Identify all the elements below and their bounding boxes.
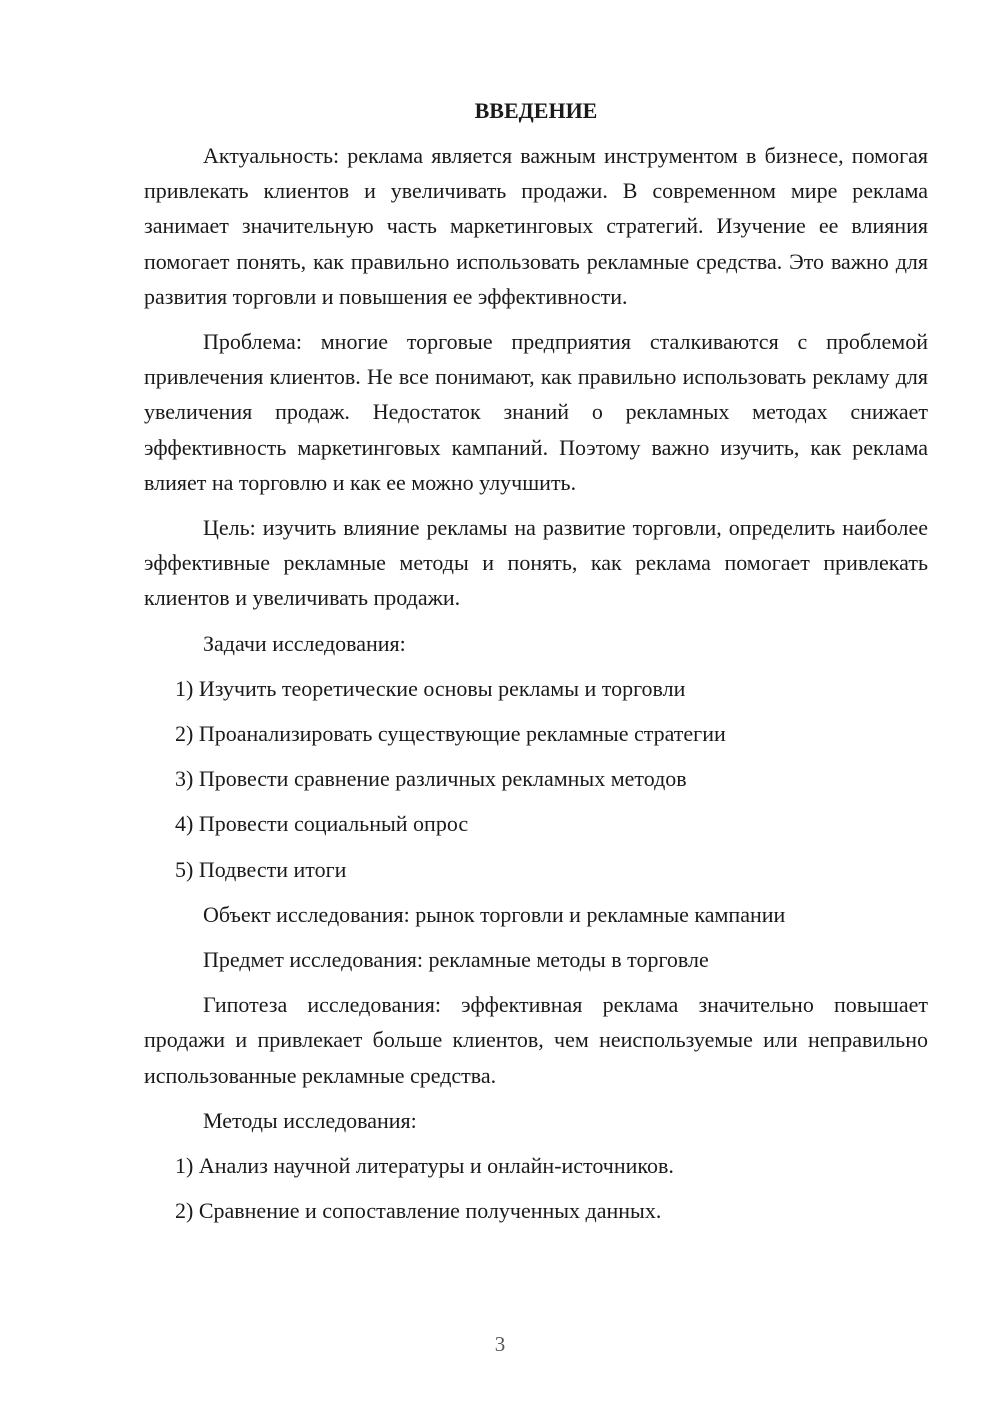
relevance-paragraph: Актуальность: реклама является важным инструментом в бизнесе, помогая привлекать клиентов и увеличивать продажи. В современном мире реклама занимает значительную часть маркетинговых стратегий. Изучение ее влияния помогает понять, как правильно использовать рекламные средства. Это важно для развития торговли и повышения ее эффективности. — [144, 143, 928, 309]
page-title: ВВЕДЕНИЕ — [474, 98, 598, 123]
task-item-3: 3) Провести сравнение различных рекламных методов — [175, 766, 687, 792]
method-item-1: 1) Анализ научной литературы и онлайн-источников. — [175, 1153, 674, 1179]
page-number: 3 — [494, 1332, 506, 1356]
task-item-2: 2) Проанализировать существующие рекламные стратегии — [175, 721, 726, 747]
methods-heading: Методы исследования: — [203, 1107, 417, 1133]
research-subject: Предмет исследования: рекламные методы в торговле — [203, 947, 709, 973]
task-item-4: 4) Провести социальный опрос — [175, 811, 469, 837]
method-item-2: 2) Сравнение и сопоставление полученных данных. — [175, 1198, 662, 1224]
goal-paragraph: Цель: изучить влияние рекламы на развитие торговли, определить наиболее эффективные рекламные методы и понять, как реклама помогает привлекать клиентов и увеличивать продажи. — [144, 515, 928, 611]
page-content — [144, 96, 928, 1238]
task-item-1: 1) Изучить теоретические основы рекламы и торговли — [175, 675, 686, 701]
hypothesis-paragraph: Гипотеза исследования: эффективная реклама значительно повышает продажи и привлекает больше клиентов, чем неиспользуемые или неправильно использованные рекламные средства. — [144, 992, 928, 1088]
tasks-heading: Задачи исследования: — [203, 630, 406, 656]
task-item-5: 5) Подвести итоги — [175, 856, 347, 882]
problem-paragraph: Проблема: многие торговые предприятия сталкиваются с проблемой привлечения клиентов. Не все понимают, как правильно использовать рекламу для увеличения продаж. Недостаток знаний о рекламных методах снижает эффективность маркетинговых кампаний. Поэтому важно изучить, как реклама влияет на торговлю и как ее можно улучшить. — [144, 329, 928, 495]
research-object: Объект исследования: рынок торговли и рекламные кампании — [203, 901, 786, 927]
